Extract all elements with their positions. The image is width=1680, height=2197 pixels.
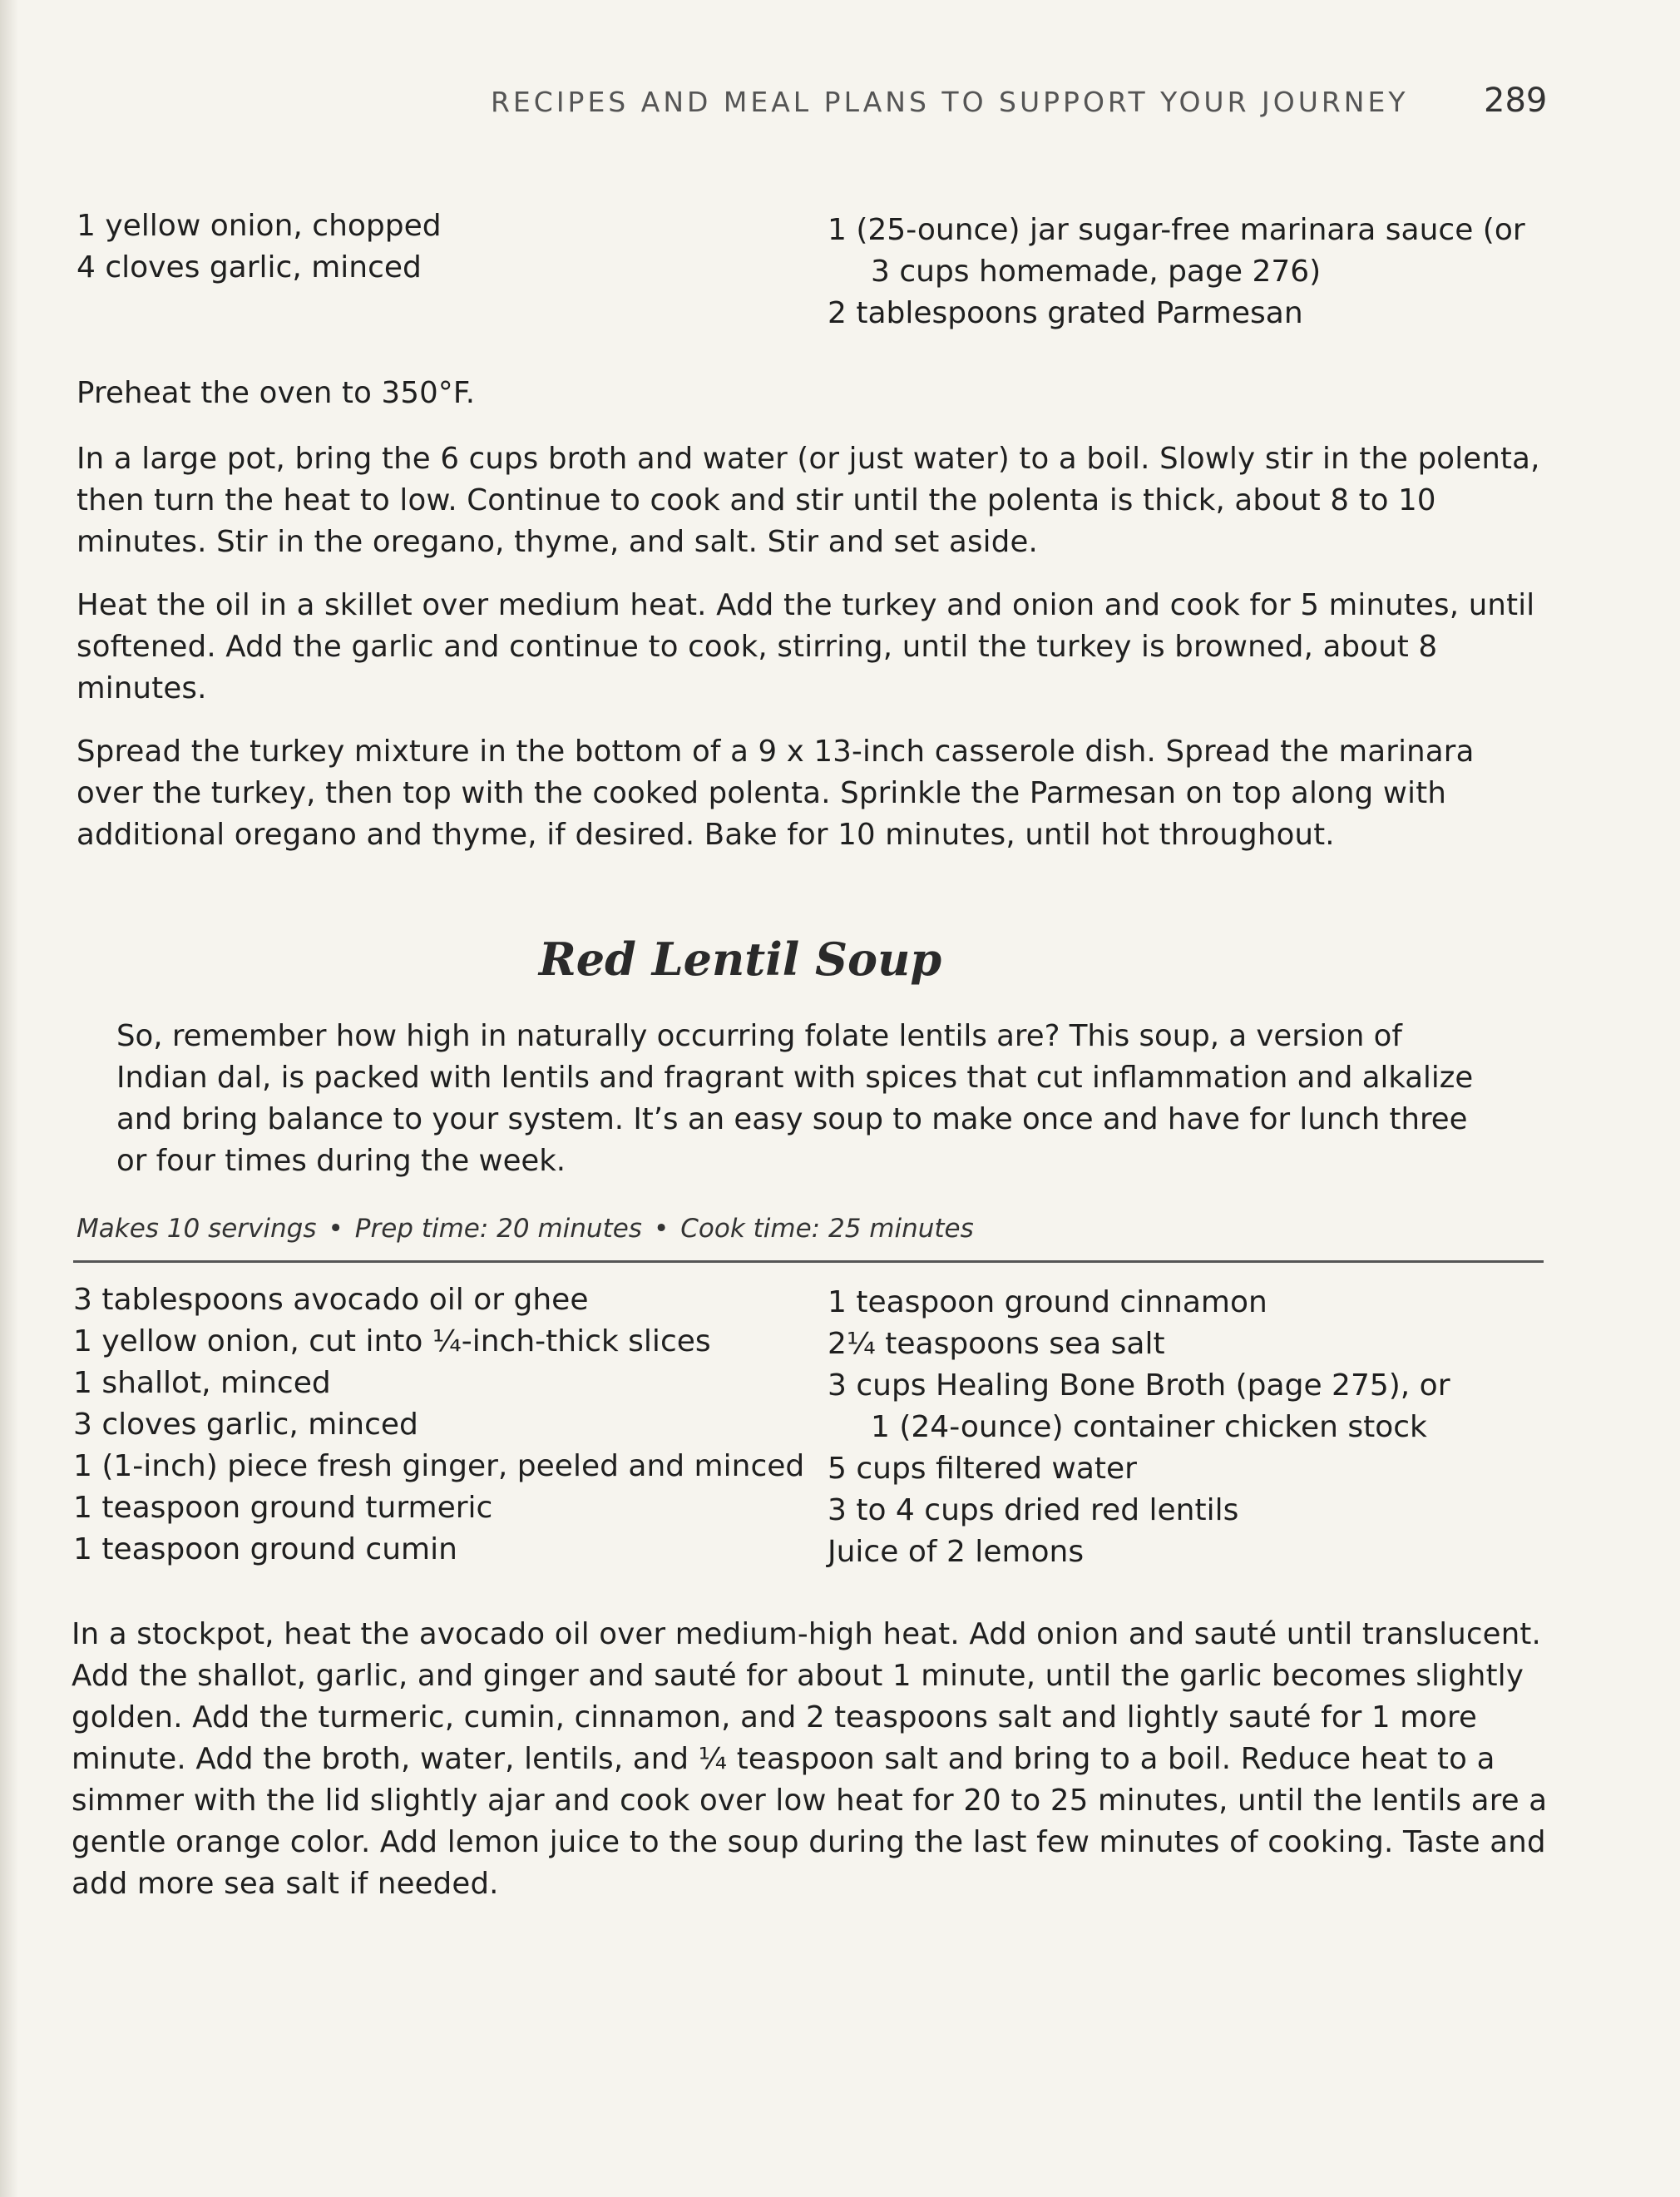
soup-ingredients-right bbox=[828, 1282, 1450, 1573]
ingredient-item: 1 yellow onion, cut into ¼-inch-thick slices bbox=[73, 1324, 711, 1358]
page-gutter-shadow bbox=[0, 0, 18, 2197]
cook-time: Cook time: 25 minutes bbox=[680, 1214, 974, 1244]
recipe-method: In a stockpot, heat the avocado oil over medium-high heat. Add onion and sauté until translucent. Add the shallot, garlic, and ginger and sauté for about 1 minute, until the garlic becomes slightly golden. Add the turmeric, cumin, cinnamon, and 2 teaspoons salt and lightly sauté for 1 more minute. Add the broth, water, lentils, and ¼ teaspoon salt and bring to a boil. Reduce heat to a simmer with the lid slightly ajar and cook over low heat for 20 to 25 minutes, until the lentils are a gentle orange color. Add lemon juice to the soup during the last few minutes of cooking. Taste and add more sea salt if needed. bbox=[72, 1617, 1548, 1901]
meta-separator: • bbox=[328, 1214, 343, 1244]
ingredient-item: 2 tablespoons grated Parmesan bbox=[828, 296, 1303, 330]
casserole-step-1: Preheat the oven to 350°F. bbox=[77, 376, 476, 410]
recipe-meta bbox=[77, 1214, 974, 1244]
meta-divider bbox=[73, 1260, 1544, 1263]
servings: Makes 10 servings bbox=[77, 1214, 317, 1244]
ingredient-item: 5 cups filtered water bbox=[828, 1452, 1137, 1486]
ingredient-item: 1 teaspoon ground turmeric bbox=[73, 1491, 493, 1525]
ingredient-item: 1 teaspoon ground cumin bbox=[73, 1532, 457, 1566]
recipe-title: Red Lentil Soup bbox=[538, 933, 942, 986]
soup-ingredients-left bbox=[73, 1279, 804, 1571]
recipe-intro: So, remember how high in naturally occurring folate lentils are? This soup, a version of Indian dal, is packed with lentils and fragrant with spices that cut inflammation and alkalize and bring balance to your system. It’s an easy soup to make once and have for lunch three or four times during the week. bbox=[116, 1019, 1474, 1178]
casserole-step-4: Spread the turkey mixture in the bottom of a 9 x 13-inch casserole dish. Spread the marinara over the turkey, then top with the cooked polenta. Sprinkle the Parmesan on top along with additional oregano and thyme, if desired. Bake for 10 minutes, until hot throughout. bbox=[77, 735, 1475, 852]
ingredient-item-continued: 1 (24-ounce) container chicken stock bbox=[871, 1410, 1427, 1444]
ingredient-item: 3 tablespoons avocado oil or ghee bbox=[73, 1283, 589, 1317]
ingredient-item: 1 (1-inch) piece fresh ginger, peeled and minced bbox=[73, 1449, 805, 1483]
prep-time: Prep time: 20 minutes bbox=[354, 1214, 642, 1244]
casserole-step-3: Heat the oil in a skillet over medium heat. Add the turkey and onion and cook for 5 minutes, until softened. Add the garlic and continue to cook, stirring, until the turkey is browned, about 8 minutes. bbox=[77, 588, 1535, 705]
meta-separator: • bbox=[653, 1214, 670, 1244]
ingredient-item: Juice of 2 lemons bbox=[828, 1535, 1085, 1569]
ingredient-item: 3 cloves garlic, minced bbox=[73, 1408, 418, 1442]
ingredient-item: 4 cloves garlic, minced bbox=[77, 250, 422, 285]
casserole-ingredients-left bbox=[77, 205, 442, 289]
ingredient-item: 3 to 4 cups dried red lentils bbox=[828, 1493, 1239, 1527]
ingredient-item: 1 shallot, minced bbox=[73, 1366, 331, 1400]
casserole-step-2: In a large pot, bring the 6 cups broth and water (or just water) to a boil. Slowly stir in the polenta, then turn the heat to low. Continue to cook and stir until the polenta is thick, about 8 to 10 minutes. Stir in the oregano, thyme, and salt. Stir and set aside. bbox=[77, 442, 1540, 559]
ingredient-item: 1 teaspoon ground cinnamon bbox=[828, 1285, 1267, 1319]
page-number: 289 bbox=[1484, 82, 1548, 120]
running-head: RECIPES AND MEAL PLANS TO SUPPORT YOUR JOURNEY bbox=[491, 86, 1409, 118]
casserole-ingredients-right bbox=[828, 210, 1525, 334]
ingredient-item: 1 yellow onion, chopped bbox=[77, 209, 442, 243]
ingredient-item: 1 (25-ounce) jar sugar-free marinara sauce (or bbox=[828, 213, 1525, 247]
ingredient-item: 2¼ teaspoons sea salt bbox=[828, 1327, 1165, 1361]
ingredient-item-continued: 3 cups homemade, page 276) bbox=[871, 255, 1322, 289]
ingredient-item: 3 cups Healing Bone Broth (page 275), or bbox=[828, 1368, 1450, 1403]
